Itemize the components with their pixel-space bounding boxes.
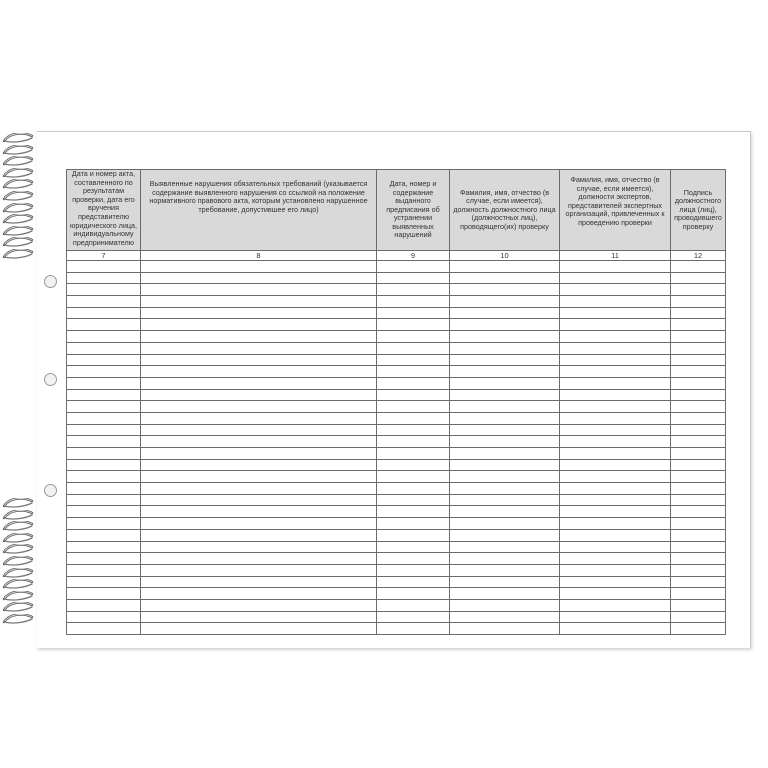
table-row: [67, 412, 726, 424]
table-cell: [377, 436, 450, 448]
table-cell: [377, 529, 450, 541]
spiral-coil: [0, 237, 36, 247]
table-cell: [67, 261, 141, 273]
table-cell: [671, 284, 726, 296]
table-cell: [560, 377, 671, 389]
spiral-coil: [0, 179, 36, 189]
table-cell: [450, 401, 560, 413]
table-cell: [141, 296, 377, 308]
spiral-coil: [0, 203, 36, 213]
column-number: 11: [560, 251, 671, 261]
table-cell: [67, 576, 141, 588]
table-cell: [450, 284, 560, 296]
table-cell: [671, 611, 726, 623]
table-cell: [560, 611, 671, 623]
table-cell: [560, 506, 671, 518]
table-cell: [141, 494, 377, 506]
table-cell: [67, 366, 141, 378]
table-cell: [671, 541, 726, 553]
column-number: 8: [141, 251, 377, 261]
table-cell: [560, 471, 671, 483]
table-cell: [671, 553, 726, 565]
column-header-experts: [560, 170, 671, 251]
table-cell: [141, 284, 377, 296]
table-cell: [377, 611, 450, 623]
table-cell: [377, 459, 450, 471]
table-cell: [377, 483, 450, 495]
table-cell: [671, 307, 726, 319]
table-cell: [67, 284, 141, 296]
table-cell: [671, 471, 726, 483]
table-row: [67, 424, 726, 436]
table-cell: [141, 307, 377, 319]
table-cell: [67, 506, 141, 518]
binding-hole-bottom: [44, 484, 57, 497]
table-row: [67, 576, 726, 588]
table-cell: [141, 576, 377, 588]
table-cell: [671, 588, 726, 600]
table-cell: [560, 529, 671, 541]
spiral-coil: [0, 214, 36, 224]
spiral-coil: [0, 249, 36, 259]
column-header-text: Дата и номер акта, составленного по результатам проверки, дата его вручения представителю юридического лица, индивидуальному предпринимателю: [70, 169, 137, 247]
table-cell: [377, 342, 450, 354]
table-cell: [450, 354, 560, 366]
table-cell: [67, 296, 141, 308]
spiral-coil: [0, 568, 36, 578]
table-row: [67, 366, 726, 378]
table-cell: [377, 319, 450, 331]
table-cell: [141, 588, 377, 600]
table-cell: [560, 401, 671, 413]
table-cell: [377, 541, 450, 553]
table-cell: [141, 623, 377, 635]
table-cell: [671, 576, 726, 588]
table-cell: [671, 296, 726, 308]
table-cell: [671, 494, 726, 506]
table-row: [67, 307, 726, 319]
table-cell: [377, 588, 450, 600]
table-cell: [450, 389, 560, 401]
table-cell: [377, 389, 450, 401]
table-cell: [141, 599, 377, 611]
table-cell: [377, 471, 450, 483]
table-cell: [141, 331, 377, 343]
table-cell: [671, 331, 726, 343]
table-cell: [67, 331, 141, 343]
table-row: [67, 331, 726, 343]
table-cell: [450, 588, 560, 600]
table-cell: [450, 296, 560, 308]
table-cell: [67, 599, 141, 611]
table-cell: [141, 354, 377, 366]
table-cell: [450, 576, 560, 588]
table-cell: [450, 319, 560, 331]
table-cell: [67, 553, 141, 565]
table-cell: [67, 471, 141, 483]
spiral-coil: [0, 602, 36, 612]
table-cell: [450, 506, 560, 518]
table-cell: [560, 412, 671, 424]
table-cell: [560, 564, 671, 576]
table-cell: [560, 436, 671, 448]
table-cell: [67, 377, 141, 389]
table-cell: [560, 576, 671, 588]
table-cell: [671, 506, 726, 518]
table-cell: [671, 459, 726, 471]
table-cell: [377, 412, 450, 424]
table-cell: [671, 412, 726, 424]
table-cell: [560, 599, 671, 611]
table-cell: [450, 459, 560, 471]
table-row: [67, 284, 726, 296]
inspection-log-table: [66, 169, 726, 635]
table-cell: [450, 366, 560, 378]
table-cell: [671, 564, 726, 576]
spiral-coil: [0, 226, 36, 236]
table-row: [67, 623, 726, 635]
table-cell: [67, 459, 141, 471]
table-cell: [450, 272, 560, 284]
column-header-violations: [141, 170, 377, 251]
column-number: 9: [377, 251, 450, 261]
spiral-coil: [0, 168, 36, 178]
table-cell: [560, 623, 671, 635]
table-cell: [67, 564, 141, 576]
table-cell: [671, 599, 726, 611]
table-cell: [67, 436, 141, 448]
table-cell: [141, 272, 377, 284]
table-cell: [671, 272, 726, 284]
table-row: [67, 564, 726, 576]
table-cell: [560, 307, 671, 319]
table-cell: [671, 529, 726, 541]
table-cell: [560, 389, 671, 401]
table-cell: [141, 471, 377, 483]
table-cell: [450, 553, 560, 565]
table-cell: [377, 448, 450, 460]
table-cell: [450, 494, 560, 506]
table-cell: [450, 471, 560, 483]
table-cell: [141, 611, 377, 623]
column-header-prescription: [377, 170, 450, 251]
table-cell: [67, 401, 141, 413]
table-cell: [450, 599, 560, 611]
table-cell: [141, 342, 377, 354]
table-cell: [377, 307, 450, 319]
table-cell: [67, 272, 141, 284]
table-row: [67, 436, 726, 448]
table-cell: [377, 377, 450, 389]
table-cell: [560, 272, 671, 284]
table-cell: [377, 261, 450, 273]
table-cell: [450, 564, 560, 576]
table-cell: [671, 354, 726, 366]
table-cell: [560, 296, 671, 308]
table-cell: [67, 342, 141, 354]
table-row: [67, 494, 726, 506]
table-cell: [67, 448, 141, 460]
table-cell: [450, 436, 560, 448]
table-cell: [450, 377, 560, 389]
header-row: [67, 170, 726, 251]
table-row: [67, 261, 726, 273]
table-cell: [560, 518, 671, 530]
table-cell: [560, 494, 671, 506]
spiral-coil: [0, 579, 36, 589]
table-cell: [141, 506, 377, 518]
table-cell: [67, 529, 141, 541]
spiral-coil: [0, 533, 36, 543]
table-cell: [377, 401, 450, 413]
table-cell: [67, 494, 141, 506]
table-row: [67, 553, 726, 565]
table-cell: [671, 424, 726, 436]
table-cell: [377, 576, 450, 588]
column-number: 12: [671, 251, 726, 261]
table-cell: [141, 459, 377, 471]
table-cell: [141, 529, 377, 541]
table-cell: [141, 553, 377, 565]
table-cell: [671, 389, 726, 401]
table-row: [67, 611, 726, 623]
table-cell: [560, 284, 671, 296]
table-cell: [450, 342, 560, 354]
table-cell: [377, 424, 450, 436]
table-cell: [67, 424, 141, 436]
spiral-coil: [0, 556, 36, 566]
table-cell: [671, 448, 726, 460]
table-cell: [141, 483, 377, 495]
table-cell: [450, 541, 560, 553]
table-cell: [67, 412, 141, 424]
table-row: [67, 588, 726, 600]
table-row: [67, 296, 726, 308]
table-cell: [450, 611, 560, 623]
table-cell: [141, 366, 377, 378]
table-cell: [560, 354, 671, 366]
table-row: [67, 389, 726, 401]
table-cell: [67, 518, 141, 530]
table-row: [67, 483, 726, 495]
table-cell: [67, 483, 141, 495]
table-cell: [671, 366, 726, 378]
table-cell: [141, 541, 377, 553]
spiral-coil: [0, 510, 36, 520]
table-cell: [141, 389, 377, 401]
table-cell: [377, 494, 450, 506]
table-cell: [141, 412, 377, 424]
table-cell: [67, 319, 141, 331]
column-header-text: Фамилия, имя, отчество (в случае, если имеется), должности экспертов, представителей экспертных организаций, привлеченных к проведению проверки: [565, 175, 665, 227]
table-cell: [450, 261, 560, 273]
table-cell: [67, 611, 141, 623]
table-row: [67, 459, 726, 471]
table-cell: [671, 436, 726, 448]
table-cell: [450, 331, 560, 343]
table-cell: [377, 331, 450, 343]
column-header-text: Дата, номер и содержание выданного предписания об устранении выявленных нарушений: [386, 178, 440, 240]
table-cell: [377, 354, 450, 366]
table-cell: [671, 401, 726, 413]
table-cell: [560, 483, 671, 495]
table-cell: [141, 436, 377, 448]
table-cell: [671, 377, 726, 389]
table-cell: [450, 307, 560, 319]
table-cell: [450, 518, 560, 530]
table-cell: [450, 483, 560, 495]
table-row: [67, 354, 726, 366]
table-cell: [377, 272, 450, 284]
table-cell: [450, 529, 560, 541]
column-header-act-date: [67, 170, 141, 251]
table-row: [67, 471, 726, 483]
table-cell: [450, 424, 560, 436]
spiral-coil: [0, 133, 36, 143]
table-cell: [560, 448, 671, 460]
table-row: [67, 401, 726, 413]
table-cell: [67, 541, 141, 553]
table-cell: [671, 623, 726, 635]
table-cell: [671, 342, 726, 354]
table-cell: [377, 623, 450, 635]
table-cell: [560, 366, 671, 378]
column-number-row: [67, 251, 726, 261]
table-cell: [671, 518, 726, 530]
table-cell: [450, 448, 560, 460]
table-cell: [450, 623, 560, 635]
table-cell: [377, 366, 450, 378]
column-number: 7: [67, 251, 141, 261]
table-cell: [560, 459, 671, 471]
table-cell: [141, 401, 377, 413]
table-cell: [141, 377, 377, 389]
table-cell: [560, 424, 671, 436]
table-row: [67, 541, 726, 553]
binding-hole-middle: [44, 373, 57, 386]
table-cell: [377, 564, 450, 576]
table-row: [67, 319, 726, 331]
column-header-text: Выявленные нарушения обязательных требований (указывается содержание выявленного нарушения со ссылкой на положение нормативного правового акта, которым установлено нарушенное требование, допустившее его лицо): [149, 179, 368, 214]
table-row: [67, 342, 726, 354]
table-cell: [560, 553, 671, 565]
table-row: [67, 518, 726, 530]
table-row: [67, 448, 726, 460]
table-cell: [141, 448, 377, 460]
table-cell: [560, 541, 671, 553]
spiral-coil: [0, 521, 36, 531]
table-cell: [141, 518, 377, 530]
table-cell: [377, 284, 450, 296]
table-cell: [141, 564, 377, 576]
table-row: [67, 599, 726, 611]
table-cell: [141, 319, 377, 331]
table-row: [67, 506, 726, 518]
table-cell: [671, 483, 726, 495]
table-row: [67, 377, 726, 389]
table-cell: [67, 588, 141, 600]
column-header-signature: [671, 170, 726, 251]
spiral-coil: [0, 614, 36, 624]
table-cell: [377, 553, 450, 565]
table-cell: [377, 506, 450, 518]
table-row: [67, 529, 726, 541]
table-cell: [671, 261, 726, 273]
table-cell: [560, 342, 671, 354]
spiral-coil: [0, 191, 36, 201]
table-cell: [671, 319, 726, 331]
table-cell: [67, 307, 141, 319]
table-cell: [560, 331, 671, 343]
table-cell: [560, 588, 671, 600]
table-cell: [67, 389, 141, 401]
table-cell: [377, 296, 450, 308]
table-row: [67, 272, 726, 284]
table-cell: [560, 319, 671, 331]
table-cell: [450, 412, 560, 424]
table-cell: [560, 261, 671, 273]
column-number: 10: [450, 251, 560, 261]
table-cell: [67, 354, 141, 366]
column-header-inspector: [450, 170, 560, 251]
table-cell: [141, 261, 377, 273]
column-header-text: Фамилия, имя, отчество (в случае, если имеется), должность должностного лица (должностных лиц), проводящего(их) проверку: [453, 187, 556, 231]
column-header-text: Подпись должностного лица (лиц), проводившего проверку: [674, 187, 722, 231]
spiral-coil: [0, 156, 36, 166]
spiral-coil: [0, 498, 36, 508]
table-cell: [377, 518, 450, 530]
spiral-coil: [0, 145, 36, 155]
binding-hole-top: [44, 275, 57, 288]
spiral-coil: [0, 591, 36, 601]
spiral-coil: [0, 544, 36, 554]
table-cell: [377, 599, 450, 611]
table-cell: [67, 623, 141, 635]
table-cell: [141, 424, 377, 436]
